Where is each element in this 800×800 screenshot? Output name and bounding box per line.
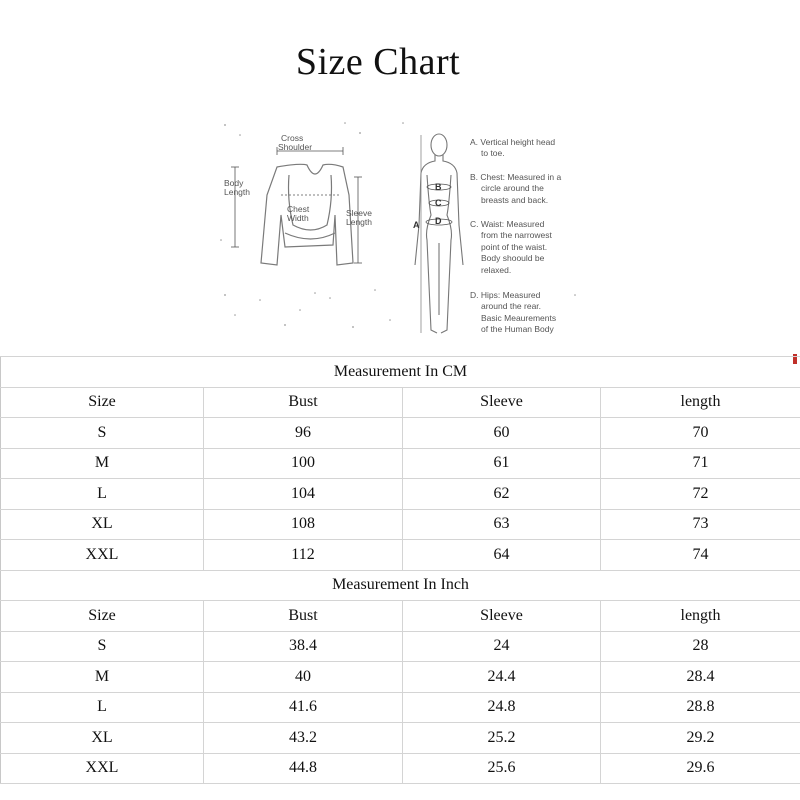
cell-bust: 96 bbox=[204, 418, 403, 449]
cell-bust: 108 bbox=[204, 509, 403, 540]
note-a-line-2: to toe. bbox=[481, 148, 505, 158]
note-c-line-1: C. Waist: Measured bbox=[470, 219, 545, 229]
table-row bbox=[1, 509, 800, 540]
body-figure bbox=[415, 134, 463, 333]
table-row bbox=[1, 753, 800, 784]
note-c-line-2: from the narrowest bbox=[481, 230, 552, 240]
cross-shoulder-label-1: Cross bbox=[281, 133, 304, 143]
cell-sleeve: 62 bbox=[403, 479, 601, 510]
header-size: Size bbox=[1, 387, 204, 418]
marker-d: D bbox=[435, 216, 442, 226]
cell-length: 70 bbox=[601, 418, 800, 449]
table-row bbox=[1, 448, 800, 479]
cell-size: XL bbox=[1, 723, 204, 754]
cell-sleeve: 61 bbox=[403, 448, 601, 479]
cell-bust: 41.6 bbox=[204, 692, 403, 723]
table-row bbox=[1, 479, 800, 510]
cell-bust: 104 bbox=[204, 479, 403, 510]
size-tables bbox=[0, 356, 800, 784]
cell-sleeve: 63 bbox=[403, 509, 601, 540]
marker-a: A bbox=[413, 220, 420, 230]
sleeve-length-label-2: Length bbox=[346, 217, 372, 227]
cell-size: S bbox=[1, 418, 204, 449]
cm-caption-row bbox=[1, 357, 800, 388]
marker-c: C bbox=[435, 198, 442, 208]
cell-length: 28.4 bbox=[601, 662, 800, 693]
sweater-labels bbox=[224, 133, 372, 227]
header-length: length bbox=[601, 601, 800, 632]
cell-size: S bbox=[1, 631, 204, 662]
cell-length: 71 bbox=[601, 448, 800, 479]
cm-table-caption: Measurement In CM bbox=[1, 357, 800, 388]
cm-table bbox=[0, 356, 800, 784]
cell-bust: 43.2 bbox=[204, 723, 403, 754]
table-row bbox=[1, 662, 800, 693]
table-row bbox=[1, 540, 800, 571]
cell-length: 28 bbox=[601, 631, 800, 662]
header-bust: Bust bbox=[204, 387, 403, 418]
cm-header-row bbox=[1, 387, 800, 418]
note-b-line-1: B. Chest: Measured in a bbox=[470, 172, 562, 182]
measurement-illustration bbox=[215, 115, 585, 345]
body-notes bbox=[470, 137, 561, 334]
table-row bbox=[1, 418, 800, 449]
body-length-label-1: Body bbox=[224, 178, 244, 188]
table-row bbox=[1, 692, 800, 723]
inch-table-caption: Measurement In Inch bbox=[1, 570, 800, 601]
cell-size: M bbox=[1, 448, 204, 479]
note-c-line-5: relaxed. bbox=[481, 265, 512, 275]
table-row bbox=[1, 631, 800, 662]
cell-size: XL bbox=[1, 509, 204, 540]
cell-sleeve: 24.4 bbox=[403, 662, 601, 693]
cell-length: 29.2 bbox=[601, 723, 800, 754]
cell-bust: 40 bbox=[204, 662, 403, 693]
cell-sleeve: 64 bbox=[403, 540, 601, 571]
note-d-line-2: around the rear. bbox=[481, 301, 542, 311]
cell-length: 29.6 bbox=[601, 753, 800, 784]
note-b-line-3: breasts and back. bbox=[481, 195, 549, 205]
cell-sleeve: 24 bbox=[403, 631, 601, 662]
inch-caption-row bbox=[1, 570, 800, 601]
cell-size: XXL bbox=[1, 753, 204, 784]
cell-size: L bbox=[1, 692, 204, 723]
inch-header-row bbox=[1, 601, 800, 632]
cell-length: 28.8 bbox=[601, 692, 800, 723]
header-length: length bbox=[601, 387, 800, 418]
chest-width-label-1: Chest bbox=[287, 204, 310, 214]
cell-size: XXL bbox=[1, 540, 204, 571]
cell-size: M bbox=[1, 662, 204, 693]
measurement-diagram bbox=[215, 115, 585, 345]
note-d-line-3: Basic Meaurements bbox=[481, 313, 557, 323]
cell-length: 74 bbox=[601, 540, 800, 571]
cross-shoulder-label-2: Shoulder bbox=[278, 142, 313, 152]
note-d-line-4: of the Human Body bbox=[481, 324, 554, 334]
table-row bbox=[1, 723, 800, 754]
note-a-line-1: A. Vertical height head bbox=[470, 137, 556, 147]
cell-size: L bbox=[1, 479, 204, 510]
note-d-line-1: D. Hips: Measured bbox=[470, 290, 541, 300]
body-length-label-2: Length bbox=[224, 187, 250, 197]
cell-length: 73 bbox=[601, 509, 800, 540]
header-bust: Bust bbox=[204, 601, 403, 632]
page-title: Size Chart bbox=[295, 41, 461, 83]
header-sleeve: Sleeve bbox=[403, 387, 601, 418]
cell-sleeve: 25.2 bbox=[403, 723, 601, 754]
note-b-line-2: circle around the bbox=[481, 183, 544, 193]
header-size: Size bbox=[1, 601, 204, 632]
cell-bust: 100 bbox=[204, 448, 403, 479]
header-sleeve: Sleeve bbox=[403, 601, 601, 632]
marker-b: B bbox=[435, 182, 442, 192]
sleeve-length-label-1: Sleeve bbox=[346, 208, 372, 218]
cell-bust: 112 bbox=[204, 540, 403, 571]
note-c-line-3: point of the waist. bbox=[481, 242, 548, 252]
note-c-line-4: Body shoould be bbox=[481, 253, 545, 263]
cell-sleeve: 25.6 bbox=[403, 753, 601, 784]
chest-width-label-2: Width bbox=[287, 213, 309, 223]
cell-bust: 38.4 bbox=[204, 631, 403, 662]
cell-length: 72 bbox=[601, 479, 800, 510]
cell-bust: 44.8 bbox=[204, 753, 403, 784]
cell-sleeve: 60 bbox=[403, 418, 601, 449]
cell-sleeve: 24.8 bbox=[403, 692, 601, 723]
